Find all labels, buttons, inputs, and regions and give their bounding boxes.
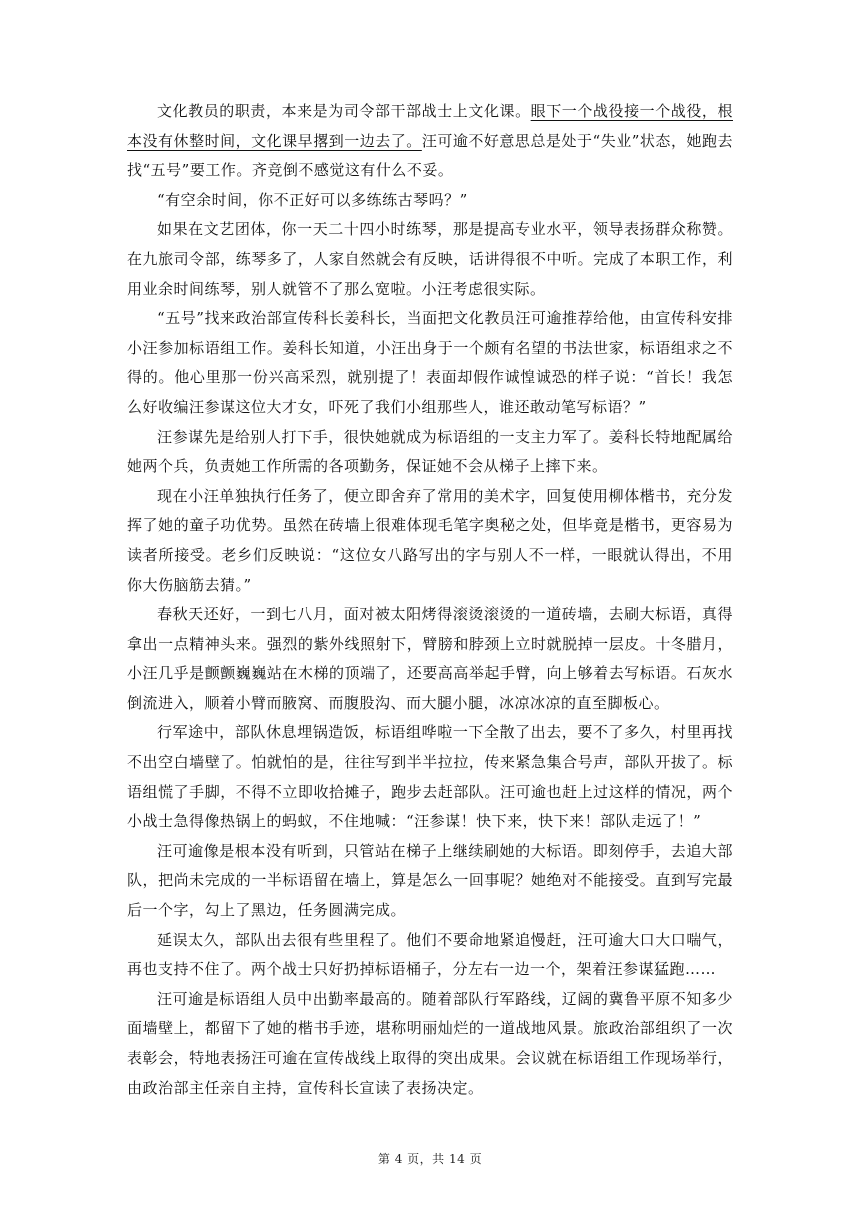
- paragraph-4: “五号”找来政治部宣传科长姜科长，当面把文化教员汪可逾推荐给他，由宣传科安排小汪参加标语组工作。姜科长知道，小汪出身于一个颇有名望的书法世家，标语组求之不得的。他心里那一份兴高采烈，就别提了！表面却假作诚惶诚恐的样子说：“首长！我怎么好收编汪参谋这位大才女，吓死了我们小组那些人，谁还敢动笔写标语？”: [127, 309, 733, 416]
- paragraph-3: 如果在文艺团体，你一天二十四小时练琴，那是提高专业水平，领导表扬群众称赞。在九旅司令部，练琴多了，人家自然就会有反映，话讲得很不中听。完成了本职工作，利用业余时间练琴，别人就管不了那么宽啦。小汪考虑很实际。: [127, 220, 733, 298]
- paragraph-10: 延误太久，部队出去很有些里程了。他们不要命地紧追慢赶，汪可逾大口大口喘气，再也支持不住了。两个战士只好扔掉标语桶子，分左右一边一个，架着汪参谋猛跑……: [127, 930, 733, 979]
- article-body: [127, 97, 733, 1103]
- page-number-footer: 第 4 页，共 14 页: [377, 1152, 483, 1166]
- paragraph-9: 汪可逾像是根本没有听到，只管站在梯子上继续刷她的大标语。即刻停手，去追大部队，把尚未完成的一半标语留在墙上，算是怎么一回事呢？她绝对不能接受。直到写完最后一个字，勾上了黑边，任务圆满完成。: [127, 841, 733, 920]
- underlined-sentence: 眼下一个战役接一个战役，根本没有休整时间，文化课早撂到一边去了。: [127, 102, 733, 150]
- paragraph-5: 汪参谋先是给别人打下手，很快她就成为标语组的一支主力军了。姜科长特地配属给她两个兵，负责她工作所需的各项勤务，保证她不会从梯子上摔下来。: [127, 427, 733, 476]
- paragraph-1: [127, 97, 733, 186]
- paragraph-6: 现在小汪单独执行任务了，便立即舍弃了常用的美术字，回复使用柳体楷书，充分发挥了她的童子功优势。虽然在砖墙上很难体现毛笔字奥秘之处，但毕竟是楷书，更容易为读者所接受。老乡们反映说：“这位女八路写出的字与别人不一样，一眼就认得出，不用你大伤脑筋去猜。”: [127, 486, 733, 594]
- paragraph-1-after: 汪可逾不好意思总是处于“失业”状态，她跑去找“五号”要工作。齐竞倒不感觉这有什么不妥。: [127, 131, 733, 180]
- paragraph-2: “有空余时间，你不正好可以多练练古琴吗？”: [157, 190, 468, 209]
- paragraph-8: 行军途中，部队休息埋锅造饭，标语组哗啦一下全散了出去，要不了多久，村里再找不出空白墙壁了。怕就怕的是，往往写到半半拉拉，传来紧急集合号声，部队开拔了。标语组慌了手脚，不得不立即收拾摊子，跑步去赶部队。汪可逾也赶上过这样的情况，两个小战士急得像热锅上的蚂蚁，不住地喊：“汪参谋！快下来，快下来！部队走远了！”: [127, 723, 733, 831]
- paragraph-1-before: 文化教员的职责，本来是为司令部干部战士上文化课。: [157, 102, 531, 120]
- paragraph-7: 春秋天还好，一到七八月，面对被太阳烤得滚烫滚烫的一道砖墙，去刷大标语，真得拿出一点精神头来。强烈的紫外线照射下，臂膀和脖颈上立时就脱掉一层皮。十冬腊月，小汪几乎是颤颤巍巍站在木梯的顶端了，还要高高举起手臂，向上够着去写标语。石灰水倒流进入，顺着小臂而腋窝、而腹股沟、而大腿小腿，冰凉冰凉的直至脚板心。: [127, 605, 733, 712]
- paragraph-11: 汪可逾是标语组人员中出勤率最高的。随着部队行军路线，辽阔的冀鲁平原不知多少面墙壁上，都留下了她的楷书手迹，堪称明丽灿烂的一道战地风景。旅政治部组织了一次表彰会，特地表扬汪可逾在宣传战线上取得的突出成果。会议就在标语组工作现场举行，由政治部主任亲自主持，宣传科长宣读了表扬决定。: [127, 989, 733, 1097]
